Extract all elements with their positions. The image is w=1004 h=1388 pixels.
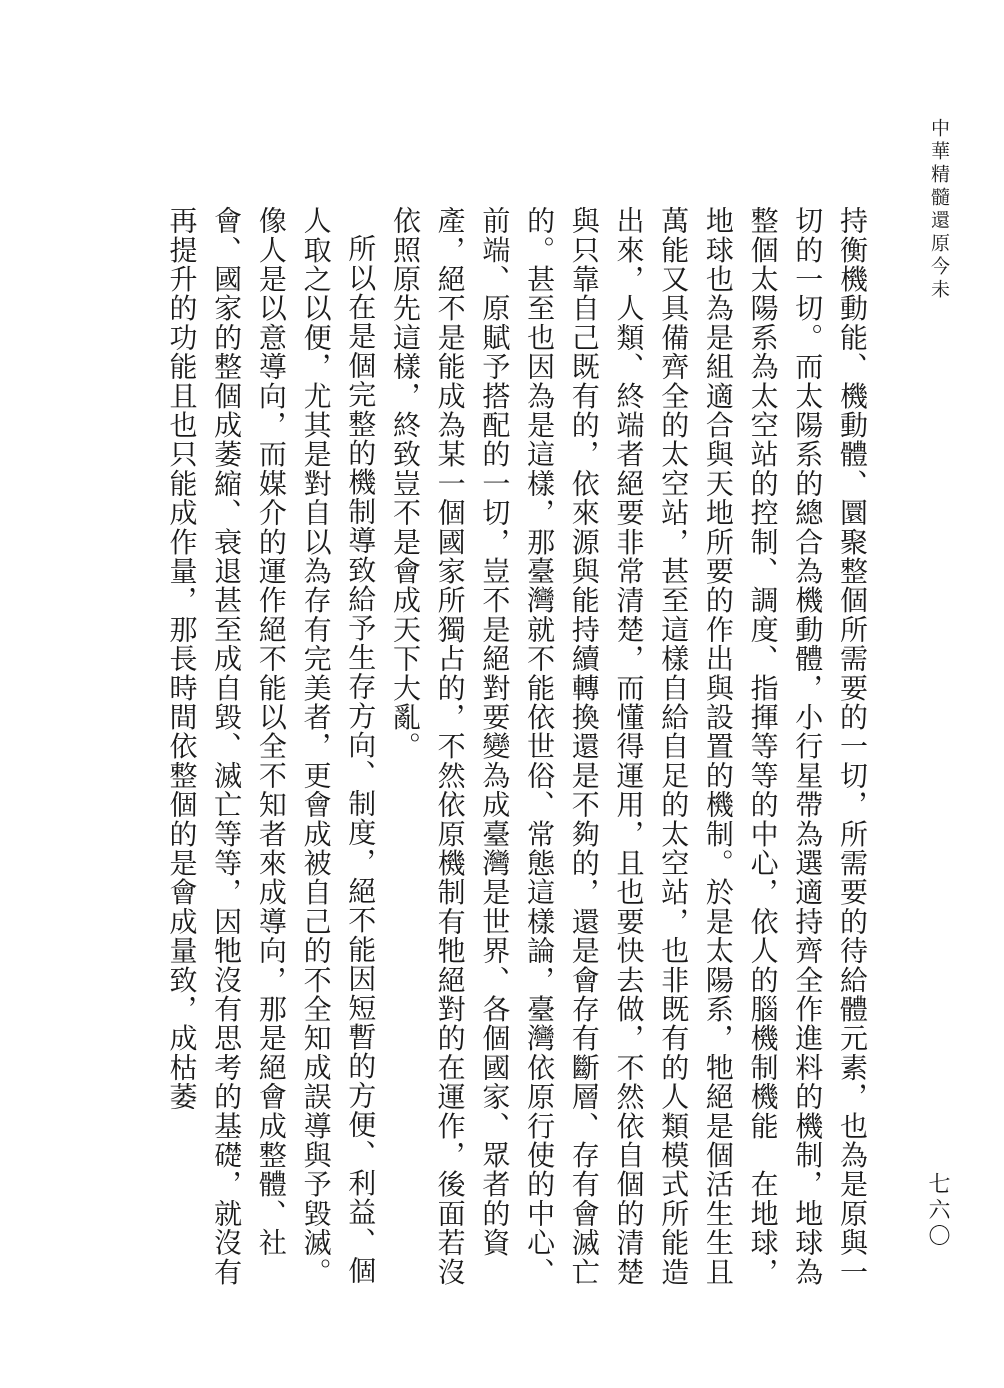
running-header: 中華精髓還原今未 [928,118,950,302]
body-text [132,206,874,1306]
paragraph-2: 所以在是個完整的機制導致給予生存方向、制度，絕不能因短暫的方便、利益、個人取之以便，尤其是對自以為存有完美者，更會成被自己的不全知成誤導與予毀滅。像人是以意導向，而媒介的運作絕不能以全不知者來成導向，那是絕會成整體、社會、國家的整個成萎縮、衰退甚至成自毀、滅亡等等，因牠沒有思考的基礎，就沒有再提升的功能且也只能成作量，那長時間依整個的是會成量致，成枯萎 [165,206,378,1287]
page-number: 七六〇 [925,1172,950,1250]
paragraph-1: 持衡機動能、機動體、圜聚整個所需要的一切，所需要的待給體元素，也為是原與一切的一切。而太陽系的總合為機動體，小行星帶為選適持齊全作進料的機制，地球為整個太陽系為太空站的控制、調度、指揮等等的中心，依人的腦機制機能 在地球，地球也為是組適合與天地所要的作出與設置的機制。於是太陽系，牠絕是個活生生且萬能又具備齊全的太空站，甚至這樣自給自足的太空站，也非既有的人類模式所能造出來，人類、終端者絕要非常清楚，而懂得運用，且也要快去做，不然依自個的清楚與只靠自己既有的，依來源與能持續轉換還是不夠的，還是會存有斷層、存有會滅亡的。甚至也因為是這樣，那臺灣就不能依世俗、常態這樣論，臺灣依原行使的中心、前端、原賦予搭配的一切，豈不是絕對要變為成臺灣是世界、各個國家、眾者的資產，絕不是能成為某一個國家所獨占的，不然依原機制有牠絕對的在運作，後面若沒依照原先這樣，終致豈不是會成天下大亂。 [388,206,869,1287]
